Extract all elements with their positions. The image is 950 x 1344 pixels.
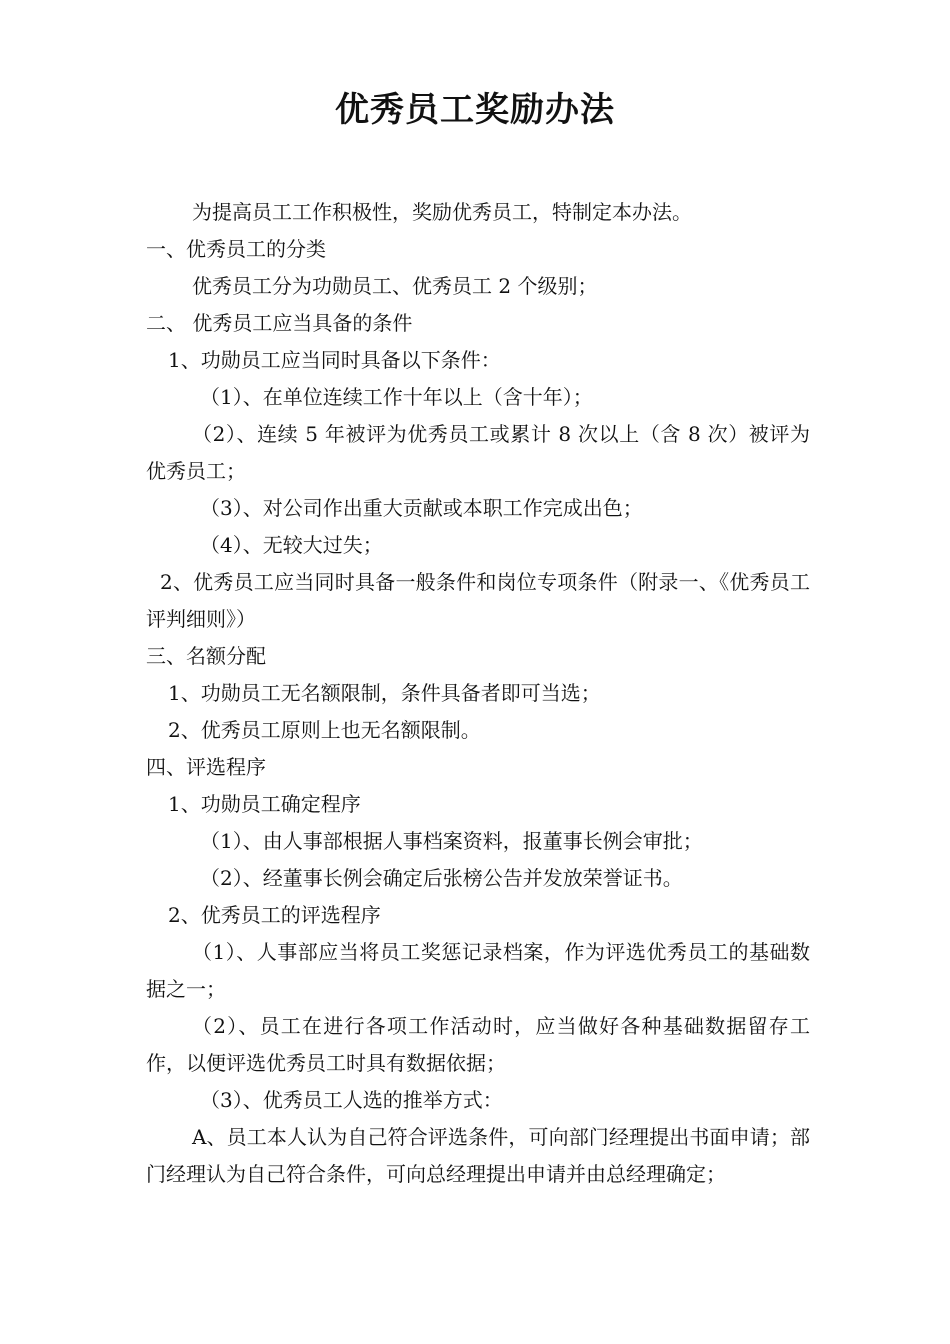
sub-item: 1、功勋员工无名额限制，条件具备者即可当选； <box>168 681 601 705</box>
sub-item: 2、优秀员工原则上也无名额限制。 <box>168 718 481 742</box>
sub-item: 1、功勋员工应当同时具备以下条件： <box>168 348 501 372</box>
list-item: （2）、员工在进行各项工作活动时，应当做好各种基础数据留存工作，以便评选优秀员工时具有数据依据； <box>146 1014 810 1075</box>
list-item: （2）、经董事长例会确定后张榜公告并发放荣誉证书。 <box>200 866 683 890</box>
list-item: （3）、对公司作出重大贡献或本职工作完成出色； <box>200 496 643 520</box>
list-item: （3）、优秀员工人选的推举方式： <box>200 1088 503 1112</box>
section-heading-3: 三、名额分配 <box>146 644 266 668</box>
list-item: （1）、由人事部根据人事档案资料，报董事长例会审批； <box>200 829 703 853</box>
list-item: （1）、人事部应当将员工奖惩记录档案，作为评选优秀员工的基础数据之一； <box>146 940 810 1001</box>
paragraph: 优秀员工分为功勋员工、优秀员工 2 个级别； <box>192 274 598 298</box>
section-heading-2: 二、 优秀员工应当具备的条件 <box>146 311 413 335</box>
sub-item: 2、优秀员工的评选程序 <box>168 903 381 927</box>
sub-item: 2、优秀员工应当同时具备一般条件和岗位专项条件（附录一、《优秀员工评判细则》） <box>146 570 810 631</box>
sub-item: 1、功勋员工确定程序 <box>168 792 361 816</box>
list-item: （1）、在单位连续工作十年以上（含十年）； <box>200 385 593 409</box>
list-item: （4）、无较大过失； <box>200 533 383 557</box>
document-body <box>146 194 810 1193</box>
document-title: 优秀员工奖励办法 <box>335 90 615 130</box>
list-item: （2）、连续 5 年被评为优秀员工或累计 8 次以上（含 8 次）被评为优秀员工； <box>146 422 810 483</box>
intro-paragraph: 为提高员工工作积极性，奖励优秀员工，特制定本办法。 <box>192 200 692 224</box>
section-heading-1: 一、优秀员工的分类 <box>146 237 326 261</box>
list-item: A、员工本人认为自己符合评选条件，可向部门经理提出书面申请；部门经理认为自己符合条件，可向总经理提出申请并由总经理确定； <box>146 1125 810 1186</box>
section-heading-4: 四、评选程序 <box>146 755 266 779</box>
